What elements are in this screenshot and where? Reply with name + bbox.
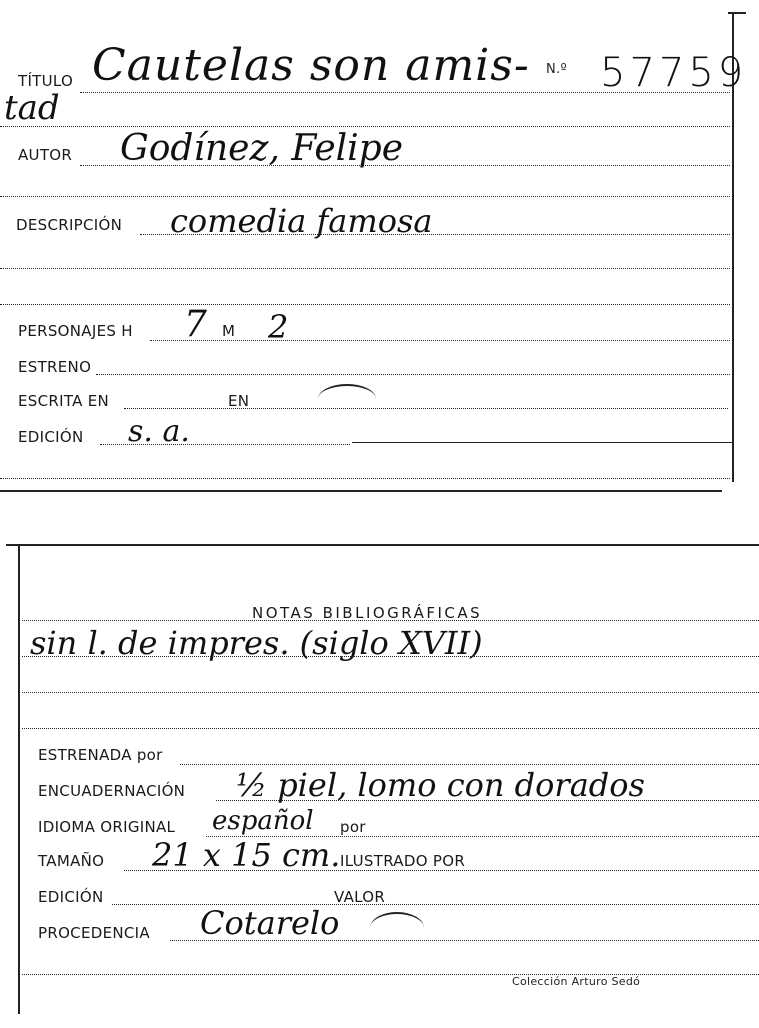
personajes-label: PERSONAJES H bbox=[18, 322, 133, 340]
back-last-line bbox=[22, 974, 759, 975]
titulo-line bbox=[80, 92, 730, 93]
idioma-value: español bbox=[212, 806, 314, 836]
descripcion-line bbox=[140, 234, 730, 235]
card-back-top-border bbox=[6, 544, 759, 546]
numero-value: 57759 bbox=[600, 50, 748, 96]
card-front-bottom-border bbox=[0, 490, 722, 492]
autor-line bbox=[80, 165, 730, 166]
escrita-line bbox=[124, 408, 728, 409]
descripcion-line-3 bbox=[0, 304, 730, 305]
procedencia-line bbox=[170, 940, 759, 941]
edicion-label-front: EDICIÓN bbox=[18, 428, 84, 446]
estrenada-line bbox=[180, 764, 759, 765]
punch-hole-front bbox=[318, 384, 376, 414]
card-back-left-border bbox=[18, 544, 20, 1014]
personajes-m-value: 2 bbox=[268, 308, 289, 346]
notas-line-4 bbox=[22, 728, 759, 729]
notas-line-3 bbox=[22, 692, 759, 693]
edicion-solid-front bbox=[352, 442, 732, 443]
front-last-line bbox=[0, 478, 730, 479]
idioma-label: IDIOMA ORIGINAL bbox=[38, 818, 176, 836]
titulo-label: TÍTULO bbox=[18, 72, 74, 90]
encuadernacion-line bbox=[216, 800, 759, 801]
descripcion-value: comedia famosa bbox=[170, 202, 433, 240]
personajes-m-label: M bbox=[222, 322, 236, 340]
coleccion-footer: Colección Arturo Sedó bbox=[512, 975, 641, 988]
edicion-value-front: s. a. bbox=[128, 414, 190, 449]
en-label: EN bbox=[228, 392, 250, 410]
encuadernacion-label: ENCUADERNACIÓN bbox=[38, 782, 186, 800]
notas-value: sin l. de impres. (siglo XVII) bbox=[30, 624, 483, 662]
descripcion-line-2 bbox=[0, 268, 730, 269]
notas-line-1 bbox=[22, 620, 759, 621]
estrenada-label: ESTRENADA por bbox=[38, 746, 163, 764]
encuadernacion-value: ½ piel, lomo con dorados bbox=[236, 766, 645, 804]
idioma-por-label: por bbox=[340, 818, 366, 836]
autor-value: Godínez, Felipe bbox=[120, 128, 404, 169]
card-front-top-border bbox=[728, 12, 746, 14]
titulo-value-cont: tad bbox=[4, 88, 60, 128]
procedencia-label: PROCEDENCIA bbox=[38, 924, 150, 942]
edicion-label-back: EDICIÓN bbox=[38, 888, 104, 906]
numero-label: N.º bbox=[546, 62, 567, 77]
estreno-label: ESTRENO bbox=[18, 358, 92, 376]
descripcion-label: DESCRIPCIÓN bbox=[16, 216, 123, 234]
autor-line-2 bbox=[0, 196, 730, 197]
personajes-line bbox=[150, 340, 730, 341]
notas-heading: NOTAS BIBLIOGRÁFICAS bbox=[252, 604, 483, 622]
edicion-line-front bbox=[100, 444, 350, 445]
notas-line-2 bbox=[22, 656, 759, 657]
tamano-line bbox=[124, 870, 759, 871]
procedencia-value: Cotarelo bbox=[200, 904, 340, 942]
titulo-line-2 bbox=[0, 126, 730, 127]
valor-label: VALOR bbox=[334, 888, 386, 906]
titulo-value: Cautelas son amis- bbox=[92, 40, 530, 91]
ilustrado-label: ILUSTRADO POR bbox=[340, 852, 466, 870]
autor-label: AUTOR bbox=[18, 146, 73, 164]
tamano-label: TAMAÑO bbox=[38, 852, 105, 870]
tamano-value: 21 x 15 cm. bbox=[152, 836, 341, 874]
personajes-h-value: 7 bbox=[184, 304, 207, 345]
estreno-line bbox=[96, 374, 730, 375]
escrita-en-label: ESCRITA EN bbox=[18, 392, 110, 410]
